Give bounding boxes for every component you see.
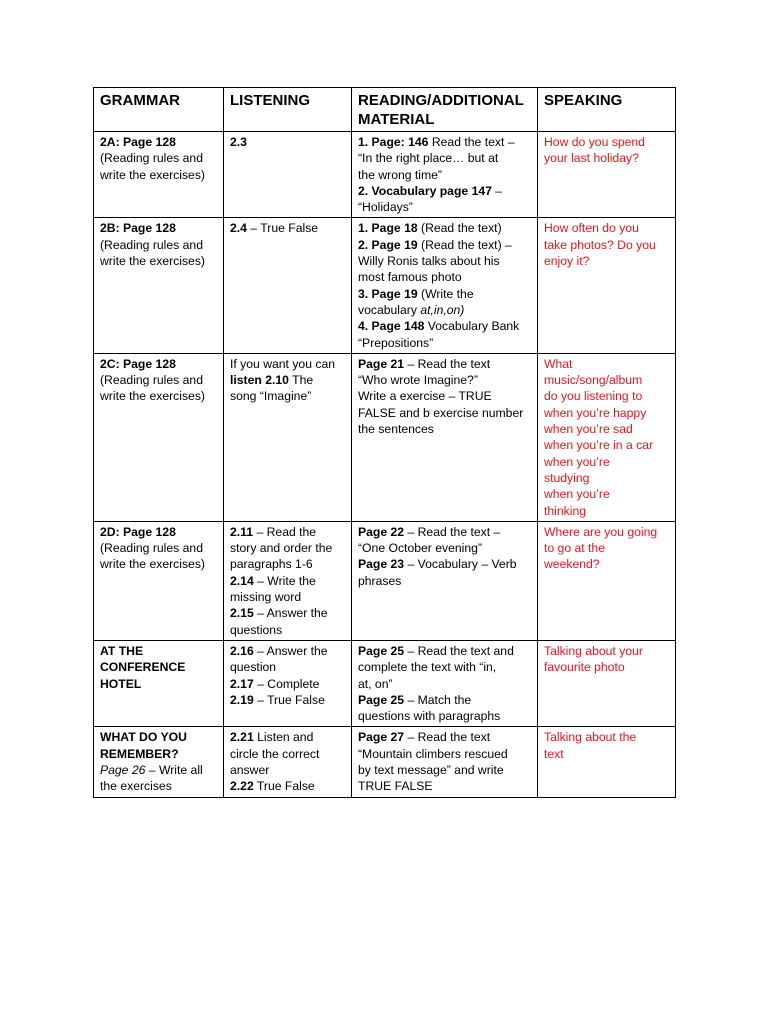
reading-line: Willy Ronis talks about his [358,254,500,269]
reading-line [358,286,531,302]
listening-bold: 2.19 [230,692,254,707]
table-row [94,218,676,353]
speaking-line: Talking about your [544,643,643,658]
listening-cell [224,218,352,353]
reading-bold: 1. Page: 146 [358,135,429,149]
reading-text: – Read the text [404,356,491,371]
reading-line [358,729,531,745]
listening-line [230,729,345,745]
reading-text: Vocabulary Bank [424,319,520,334]
speaking-cell [538,521,676,640]
header-listening: LISTENING [224,88,352,132]
reading-cell [352,353,538,521]
header-grammar: GRAMMAR [94,88,224,132]
reading-line: by text message” and write [358,762,504,777]
grammar-line: the exercises [100,779,172,794]
reading-line: FALSE and b exercise number [358,405,524,420]
listening-text: – Answer the [253,643,328,658]
reading-cell [352,218,538,353]
reading-line: the wrong time” [358,167,442,182]
reading-line: “One October evening” [358,541,482,556]
listening-line [230,676,345,692]
speaking-line: Where are you going [544,524,658,539]
reading-line [358,134,531,150]
listening-line [230,692,345,708]
speaking-line: when you’re in a car [544,438,654,453]
listening-text: – Answer the [253,606,328,621]
listening-line: paragraphs 1-6 [230,557,313,572]
grammar-text: – Write all [145,762,203,777]
reading-line: “Holidays” [358,200,413,215]
listening-bold: 2.21 [230,730,254,745]
speaking-line: What [544,356,573,371]
listening-bold: 2.11 [230,524,254,539]
reading-text: (Read the text) – [417,237,512,252]
speaking-line: How often do you [544,221,639,236]
speaking-line: to go at the [544,541,605,556]
reading-line [358,183,531,199]
reading-cell [352,521,538,640]
listening-cell [224,353,352,521]
reading-line: “Mountain climbers rescued [358,746,508,761]
listening-bold: 2.17 [230,676,254,691]
listening-bold: 2.22 [230,779,254,794]
header-reading-line-2: MATERIAL [358,111,435,128]
listening-cell [224,640,352,726]
reading-text: (Read the text) [417,221,502,236]
reading-bold: Page 27 [358,730,405,745]
grammar-cell [94,132,224,218]
grammar-title: 2C: Page 128 [100,356,176,371]
listening-text: The [288,373,314,388]
speaking-line: when you’re [544,487,610,502]
grammar-title: 2B: Page 128 [100,221,176,236]
speaking-line: enjoy it? [544,254,590,269]
reading-text: Read the text – [428,135,515,149]
reading-italic: at,in,on) [420,302,465,317]
speaking-line: when you’re happy [544,405,647,420]
reading-cell [352,727,538,797]
reading-line: Write a exercise – TRUE [358,389,492,404]
grammar-line: (Reading rules and [100,237,203,252]
speaking-line: favourite photo [544,660,625,675]
listening-cell [224,727,352,797]
reading-line: “Prepositions” [358,335,434,350]
speaking-cell [538,727,676,797]
reading-line: phrases [358,573,402,588]
reading-bold: Page 23 [358,557,405,572]
reading-bold: Page 25 [358,692,405,707]
grammar-italic: Page 26 [100,762,146,777]
speaking-line: music/song/album [544,373,643,388]
reading-cell [352,640,538,726]
reading-line [358,237,531,253]
reading-line: the sentences [358,422,434,437]
grammar-line: (Reading rules and [100,541,203,556]
listening-text: – Write the [253,573,316,588]
listening-line: 2.3 [230,135,247,149]
lesson-plan-table [93,87,676,798]
listening-bold: 2.16 [230,643,254,658]
reading-bold: 3. Page 19 [358,286,418,301]
reading-bold: Page 21 [358,356,405,371]
listening-bold: 2.14 [230,573,254,588]
speaking-line: your last holiday? [544,151,639,166]
speaking-line: How do you spend [544,135,645,149]
listening-line [230,524,345,540]
grammar-cell [94,727,224,797]
header-reading-line-1: READING/ADDITIONAL [358,92,524,109]
speaking-line: text [544,746,564,761]
listening-line: If you want you can [230,356,336,371]
header-reading [352,88,538,132]
grammar-line [100,762,217,778]
reading-bold: 2. Vocabulary page 147 [358,183,492,198]
grammar-line: CONFERENCE [100,660,186,675]
listening-text: – True False [246,221,319,236]
speaking-line: when you’re [544,454,610,469]
grammar-line: (Reading rules and [100,151,203,166]
table-row [94,132,676,218]
header-speaking: SPEAKING [538,88,676,132]
listening-bold: 2.15 [230,606,254,621]
speaking-cell [538,132,676,218]
reading-text: – Read the text and [404,643,514,658]
listening-text: – Read the [253,524,317,539]
speaking-line: weekend? [544,557,600,572]
reading-line: questions with paragraphs [358,709,501,724]
listening-line: circle the correct [230,746,320,761]
listening-line: questions [230,622,283,637]
listening-line: song “Imagine” [230,389,312,404]
listening-line [230,573,345,589]
reading-line [358,302,531,318]
speaking-cell [538,353,676,521]
reading-line: most famous photo [358,270,462,285]
listening-text: – Complete [253,676,320,691]
grammar-line: write the exercises) [100,167,205,182]
speaking-line: do you listening to [544,389,643,404]
listening-text: – True False [253,692,325,707]
reading-line: “In the right place… but at [358,151,499,166]
grammar-line: REMEMBER? [100,746,179,761]
listening-line [230,605,345,621]
reading-bold: Page 25 [358,643,405,658]
reading-bold: 1. Page 18 [358,221,418,236]
grammar-line: AT THE [100,643,144,658]
table-row [94,640,676,726]
reading-text: – Vocabulary – Verb [404,557,517,572]
grammar-line: (Reading rules and [100,373,203,388]
reading-line: TRUE FALSE [358,779,433,794]
listening-line [230,643,345,659]
reading-line [358,643,531,659]
speaking-line: Talking about the [544,730,637,745]
listening-text: Listen and [253,730,314,745]
reading-bold: Page 22 [358,524,405,539]
reading-text: – [491,183,503,198]
reading-text: (Write the [417,286,474,301]
listening-line: missing word [230,590,302,605]
speaking-line: take photos? Do you [544,237,656,252]
grammar-line: write the exercises) [100,389,205,404]
grammar-cell [94,218,224,353]
grammar-line: HOTEL [100,676,142,691]
reading-text: – Read the text [404,730,491,745]
table-row [94,521,676,640]
listening-line [230,220,345,236]
speaking-cell [538,640,676,726]
reading-line: at, on” [358,676,393,691]
listening-bold: 2.4 [230,221,247,236]
speaking-cell [538,218,676,353]
listening-line [230,778,345,794]
reading-text: – Read the text – [404,524,501,539]
grammar-line: WHAT DO YOU [100,730,187,745]
listening-cell [224,521,352,640]
grammar-line: write the exercises) [100,254,205,269]
listening-line: answer [230,762,270,777]
grammar-title: 2D: Page 128 [100,524,176,539]
table-row [94,727,676,797]
reading-line: “Who wrote Imagine?” [358,373,478,388]
listening-bold: listen 2.10 [230,373,289,388]
speaking-line: studying [544,470,590,485]
speaking-line: when you’re sad [544,422,633,437]
listening-line [230,372,345,388]
reading-line [358,524,531,540]
grammar-cell [94,640,224,726]
listening-line: story and order the [230,541,333,556]
reading-line [358,556,531,572]
reading-bold: 2. Page 19 [358,237,418,252]
header-row [94,88,676,132]
grammar-cell [94,353,224,521]
table-row [94,353,676,521]
speaking-line: thinking [544,503,587,518]
listening-text: True False [253,779,315,794]
reading-line [358,318,531,334]
grammar-title: 2A: Page 128 [100,135,176,149]
reading-line [358,356,531,372]
reading-line [358,220,531,236]
listening-line: question [230,660,277,675]
reading-bold: 4. Page 148 [358,319,425,334]
grammar-cell [94,521,224,640]
grammar-line: write the exercises) [100,557,205,572]
reading-line: complete the text with “in, [358,660,497,675]
reading-line [358,692,531,708]
reading-text: – Match the [404,692,472,707]
listening-cell [224,132,352,218]
reading-cell [352,132,538,218]
reading-text: vocabulary [358,302,421,317]
